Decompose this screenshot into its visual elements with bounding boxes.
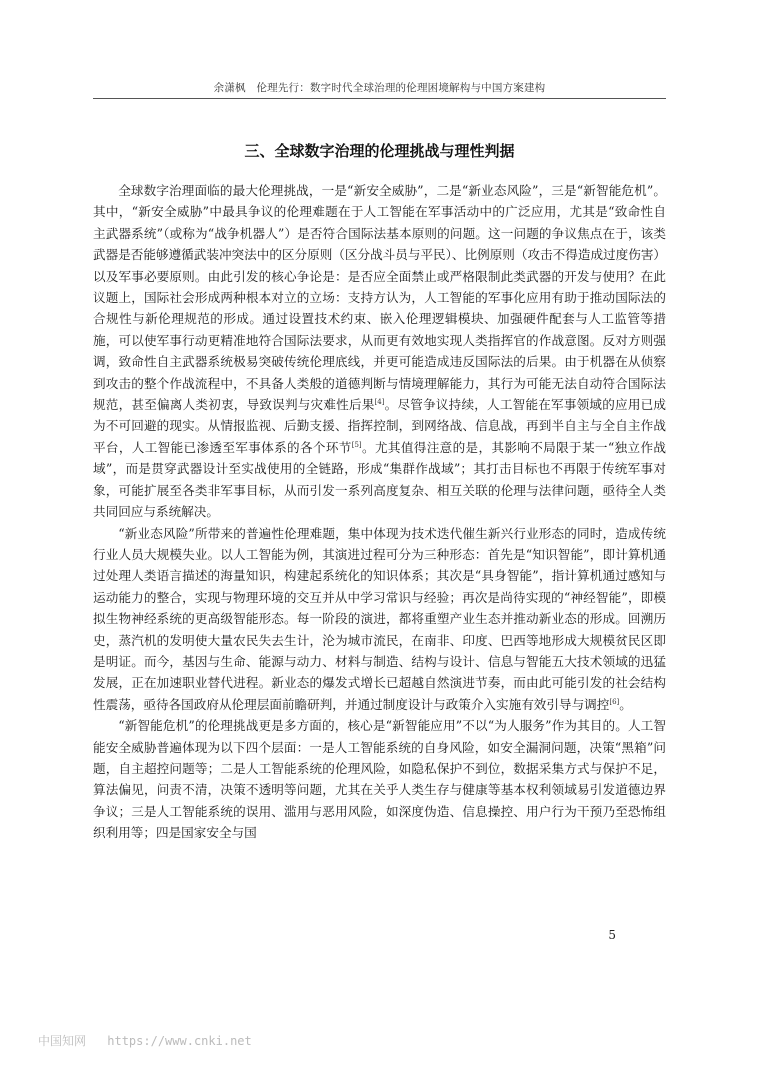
paragraph-text: “新业态风险”所带来的普遍性伦理难题，集中体现为技术迭代催生新兴行业形态的同时，造成传统行业人员大规模失业。以人工智能为例，其演进过程可分为三种形态：首先是“知识智能”，即计算机通过处理人类语言描述的海量知识，构建起系统化的知识体系；其次是“具身智能”，指计算机通过感知与运动能力的整合，实现与物理环境的交互并从中学习常识与经验；再次是尚待实现的“神经智能”，即模拟生物神经系统的更高级智能形态。每一阶段的演进，都将重塑产业生态并推动新业态的形成。回溯历史，蒸汽机的发明使大量农民失去生计，沦为城市流民，在南非、印度、巴西等地形成大规模贫民区即是明证。而今，基因与生命、能源与动力、材料与制造、结构与设计、信息与智能五大技术领域的迅猛发展，正在加速职业替代进程。新业态的爆发式增长已超越自然演进节奏，而由此可能引发的社会结构性震荡，亟待各国政府从伦理层面前瞻研判，并通过制度设计与政策介入实施有效引导与调控 xyxy=(93,525,666,712)
body-text xyxy=(93,180,666,844)
cnki-watermark xyxy=(38,1032,252,1049)
citation-marker: [4] xyxy=(374,397,385,406)
paragraph xyxy=(93,523,666,716)
paragraph xyxy=(93,715,666,843)
paragraph-text: 。尤其值得注意的是，其影响不局限于某一“独立作战域”，而是贯穿武器设计至实战使用的全链路，形成“集群作战域”；其打击目标也不再限于传统军事对象，可能扩展至各类非军事目标，从而引发一系列高度复杂、相互关联的伦理与法律问题，亟待全人类共同回应与系统解决。 xyxy=(93,439,666,520)
paragraph-text: 。 xyxy=(619,696,632,712)
header-divider xyxy=(93,98,666,99)
citation-marker: [5] xyxy=(351,440,362,449)
section-title: 三、全球数字治理的伦理挑战与理性判据 xyxy=(244,142,515,160)
citation-marker: [6] xyxy=(609,697,620,706)
paragraph-text: “新智能危机”的伦理挑战更是多方面的，核心是“新智能应用”不以“为人服务”作为其目的。人工智能安全威胁普遍体现为以下四个层面：一是人工智能系统的自身风险，如安全漏洞问题，决策“黑箱”问题，自主超控问题等；二是人工智能系统的伦理风险，如隐私保护不到位，数据采集方式与保护不足，算法偏见，问责不清，决策不透明等问题，尤其在关乎人类生存与健康等基本权利领域易引发道德边界争议；三是人工智能系统的误用、滥用与恶用风险，如深度伪造、信息操控、用户行为干预乃至恐怖组织利用等；四是国家安全与国 xyxy=(93,718,666,841)
paragraph xyxy=(93,180,666,523)
running-header: 余潇枫 伦理先行：数字时代全球治理的伦理困境解构与中国方案建构 xyxy=(213,82,546,94)
cnki-url: https://www.cnki.net xyxy=(107,1034,252,1048)
paragraph-text: 全球数字治理面临的最大伦理挑战，一是“新安全威胁”，二是“新业态风险”，三是“新智能危机”。其中，“新安全威胁”中最具争议的伦理难题在于人工智能在军事活动中的广泛应用，尤其是“致命性自主武器系统”（或称为“战争机器人”）是否符合国际法基本原则的问题。这一问题的争议焦点在于，该类武器是否能够遵循武装冲突法中的区分原则（区分战斗员与平民）、比例原则（攻击不得造成过度伤害）以及军事必要原则。由此引发的核心争论是：是否应全面禁止或严格限制此类武器的开发与使用？在此议题上，国际社会形成两种根本对立的立场：支持方认为，人工智能的军事化应用有助于推动国际法的合规性与新伦理规范的形成。通过设置技术约束、嵌入伦理逻辑模块、加强硬件配套与人工监管等措施，可以使军事行动更精准地符合国际法要求，从而更有效地实现人类指挥官的作战意图。反对方则强调，致命性自主武器系统极易突破传统伦理底线，并更可能造成违反国际法的后果。由于机器在从侦察到攻击的整个作战流程中，不具备人类般的道德判断与情境理解能力，其行为可能无法自动符合国际法规范，甚至偏离人类初衷，导致误判与灾难性后果 xyxy=(93,183,667,413)
cnki-logo-text: 中国知网 xyxy=(38,1034,87,1048)
paragraph-text: 。尽管争议持续，人工智能在军事领域的应用已成为不可回避的现实。从情报监视、后勤支援、指挥控制，到网络战、信息战，再到半自主与全自主作战平台，人工智能已渗透至军事体系的各个环节 xyxy=(93,397,667,455)
page-number: 5 xyxy=(608,928,616,942)
